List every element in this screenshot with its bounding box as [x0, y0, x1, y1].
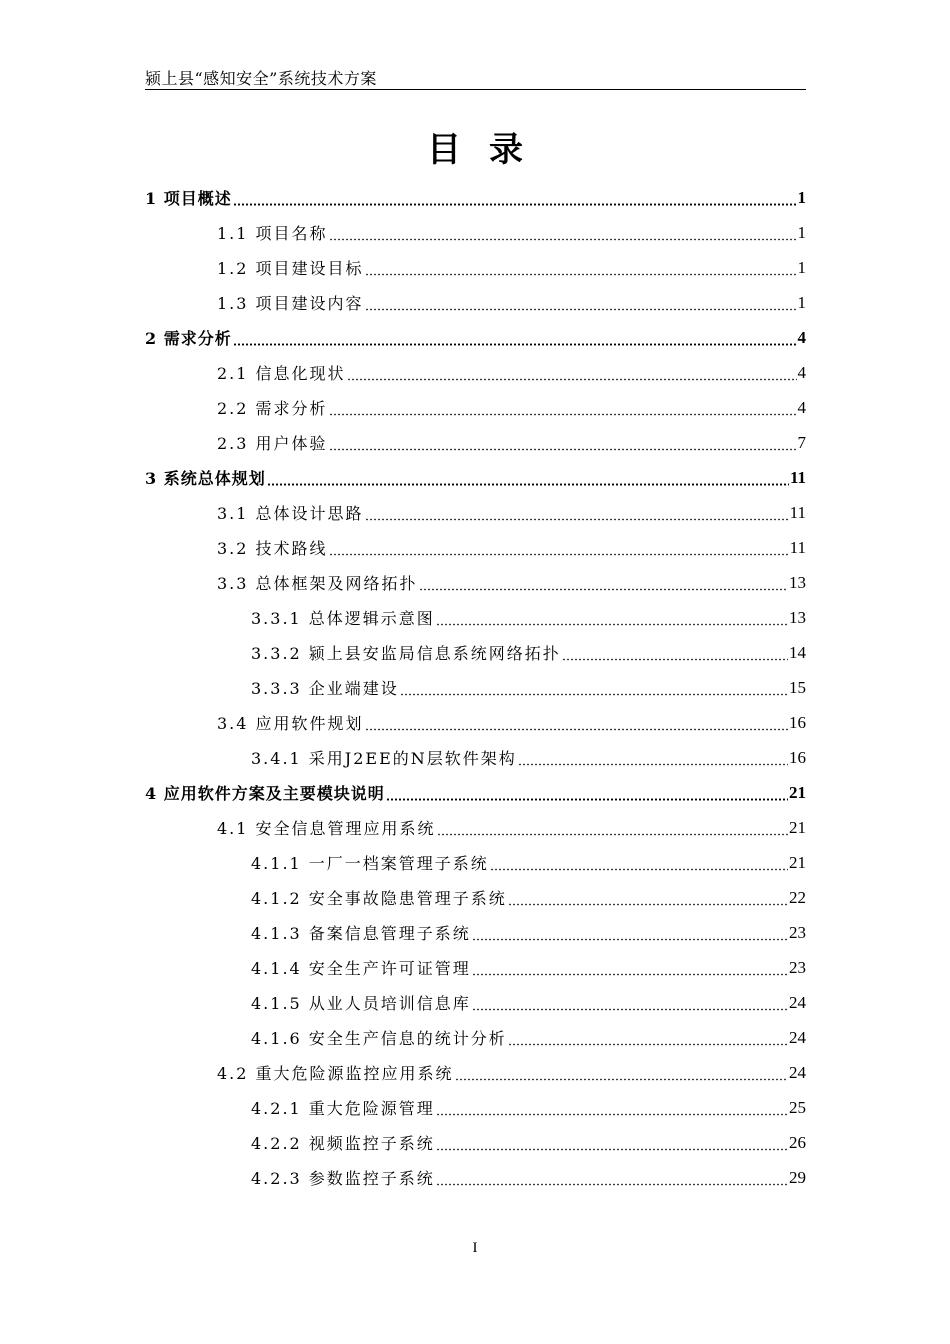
- toc-entry-page: 23: [789, 922, 806, 942]
- toc-title: 目录: [427, 130, 551, 170]
- toc-entry-page: 4: [797, 362, 806, 382]
- toc-entry-label: 3.3.1 总体逻辑示意图: [251, 609, 435, 628]
- toc-entry[interactable]: [145, 1090, 806, 1125]
- dot-leader: [365, 715, 788, 731]
- toc-entry-label: 4.2 重大危险源监控应用系统: [217, 1064, 454, 1083]
- toc-entry-page: 26: [789, 1132, 806, 1152]
- toc-entry-page: 13: [789, 607, 806, 627]
- toc-entry-label: 1.3 项目建设内容: [217, 294, 364, 313]
- toc-entry[interactable]: [145, 1160, 806, 1195]
- toc-entry[interactable]: [145, 880, 806, 915]
- toc-entry-label: 4.1.5 从业人员培训信息库: [251, 994, 471, 1013]
- toc-entry[interactable]: [145, 320, 806, 355]
- toc-entry[interactable]: [145, 740, 806, 775]
- dot-leader: [562, 645, 788, 661]
- toc-entry[interactable]: [145, 1055, 806, 1090]
- dot-leader: [386, 785, 788, 801]
- dot-leader: [329, 400, 797, 416]
- toc-entry-page: 1: [797, 222, 806, 242]
- toc-entry-page: 14: [789, 642, 806, 662]
- toc-entry-label: 2.2 需求分析: [217, 399, 328, 418]
- toc-entry[interactable]: [145, 810, 806, 845]
- toc-entry-label: 2.3 用户体验: [217, 434, 328, 453]
- dot-leader: [472, 925, 788, 941]
- toc-entry-page: 24: [789, 992, 806, 1012]
- toc-entry-label: 4.1.3 备案信息管理子系统: [251, 924, 471, 943]
- dot-leader: [436, 1170, 788, 1186]
- dot-leader: [472, 960, 788, 976]
- toc-entry[interactable]: [145, 775, 806, 810]
- dot-leader: [437, 820, 788, 836]
- toc-entry-label: 4.1.1 一厂一档案管理子系统: [251, 854, 489, 873]
- header-rule: [145, 89, 806, 90]
- toc-entry-page: 13: [789, 572, 806, 592]
- toc-entry[interactable]: [145, 635, 806, 670]
- dot-leader: [329, 540, 789, 556]
- dot-leader: [233, 190, 797, 206]
- toc-entry[interactable]: [145, 530, 806, 565]
- toc-entry[interactable]: [145, 425, 806, 460]
- dot-leader: [518, 750, 788, 766]
- toc-entry-page: 11: [789, 537, 806, 557]
- dot-leader: [365, 505, 789, 521]
- dot-leader: [508, 890, 788, 906]
- toc-entry[interactable]: [145, 670, 806, 705]
- toc-entry[interactable]: [145, 705, 806, 740]
- toc-entry-label: 1 项目概述: [145, 189, 232, 208]
- toc-entry-page: 11: [789, 467, 806, 487]
- toc-entry-label: 3.4 应用软件规划: [217, 714, 364, 733]
- toc-entry-label: 4 应用软件方案及主要模块说明: [145, 784, 385, 803]
- toc-entry[interactable]: [145, 985, 806, 1020]
- toc-entry-label: 4.1.2 安全事故隐患管理子系统: [251, 889, 507, 908]
- toc-entry[interactable]: [145, 495, 806, 530]
- toc-entry-page: 1: [797, 187, 806, 207]
- toc-entry[interactable]: [145, 950, 806, 985]
- toc-entry[interactable]: [145, 915, 806, 950]
- toc-entry[interactable]: [145, 1125, 806, 1160]
- toc-entry-label: 3.3.3 企业端建设: [251, 679, 399, 698]
- toc-entry-label: 3.2 技术路线: [217, 539, 328, 558]
- dot-leader: [365, 295, 797, 311]
- dot-leader: [436, 610, 788, 626]
- toc-entry-page: 21: [789, 852, 806, 872]
- toc-entry-label: 3.3 总体框架及网络拓扑: [217, 574, 418, 593]
- dot-leader: [472, 995, 788, 1011]
- toc-entry-page: 21: [789, 782, 806, 802]
- toc-entry-page: 15: [789, 677, 806, 697]
- toc-entry-page: 22: [789, 887, 806, 907]
- toc-entry[interactable]: [145, 215, 806, 250]
- dot-leader: [508, 1030, 788, 1046]
- toc-entry-page: 23: [789, 957, 806, 977]
- toc-entry-label: 2.1 信息化现状: [217, 364, 346, 383]
- toc-entry-page: 21: [789, 817, 806, 837]
- dot-leader: [329, 435, 797, 451]
- dot-leader: [233, 330, 797, 346]
- footer-page-number: I: [472, 1240, 478, 1256]
- toc-entry-label: 4.2.1 重大危险源管理: [251, 1099, 435, 1118]
- toc-entry[interactable]: [145, 460, 806, 495]
- toc-entry-page: 1: [797, 292, 806, 312]
- toc-entry-label: 4.1 安全信息管理应用系统: [217, 819, 436, 838]
- toc-entry-page: 11: [789, 502, 806, 522]
- toc-entry-label: 4.2.2 视频监控子系统: [251, 1134, 435, 1153]
- toc-entry-page: 24: [789, 1027, 806, 1047]
- toc-entry-page: 29: [789, 1167, 806, 1187]
- dot-leader: [400, 680, 788, 696]
- toc-entry-label: 1.2 项目建设目标: [217, 259, 364, 278]
- toc-entry-page: 1: [797, 257, 806, 277]
- toc-entry[interactable]: [145, 1020, 806, 1055]
- toc-entry-page: 16: [789, 712, 806, 732]
- dot-leader: [267, 470, 789, 486]
- toc-entry[interactable]: [145, 600, 806, 635]
- toc-entry-label: 1.1 项目名称: [217, 224, 328, 243]
- dot-leader: [436, 1135, 788, 1151]
- running-header: 颍上县“感知安全”系统技术方案: [145, 69, 377, 88]
- dot-leader: [455, 1065, 788, 1081]
- toc-entry-label: 3.3.2 颍上县安监局信息系统网络拓扑: [251, 644, 561, 663]
- toc-entry[interactable]: [145, 180, 806, 215]
- toc-entry[interactable]: [145, 390, 806, 425]
- toc-entry[interactable]: [145, 250, 806, 285]
- table-of-contents: [145, 180, 806, 1195]
- dot-leader: [329, 225, 797, 241]
- toc-entry-label: 4.2.3 参数监控子系统: [251, 1169, 435, 1188]
- toc-entry-page: 4: [797, 397, 806, 417]
- toc-entry-page: 25: [789, 1097, 806, 1117]
- toc-entry-label: 3.4.1 采用J2EE的N层软件架构: [251, 749, 517, 768]
- toc-entry-label: 3.1 总体设计思路: [217, 504, 364, 523]
- toc-entry-label: 4.1.4 安全生产许可证管理: [251, 959, 471, 978]
- dot-leader: [365, 260, 797, 276]
- toc-entry-label: 3 系统总体规划: [145, 469, 266, 488]
- dot-leader: [490, 855, 788, 871]
- toc-entry-label: 4.1.6 安全生产信息的统计分析: [251, 1029, 507, 1048]
- toc-entry-page: 16: [789, 747, 806, 767]
- toc-entry[interactable]: [145, 355, 806, 390]
- toc-entry-page: 4: [797, 327, 806, 347]
- toc-entry-label: 2 需求分析: [145, 329, 232, 348]
- toc-entry[interactable]: [145, 845, 806, 880]
- dot-leader: [436, 1100, 788, 1116]
- dot-leader: [347, 365, 797, 381]
- toc-entry-page: 24: [789, 1062, 806, 1082]
- toc-entry-page: 7: [797, 432, 806, 452]
- dot-leader: [419, 575, 788, 591]
- toc-entry[interactable]: [145, 285, 806, 320]
- toc-entry[interactable]: [145, 565, 806, 600]
